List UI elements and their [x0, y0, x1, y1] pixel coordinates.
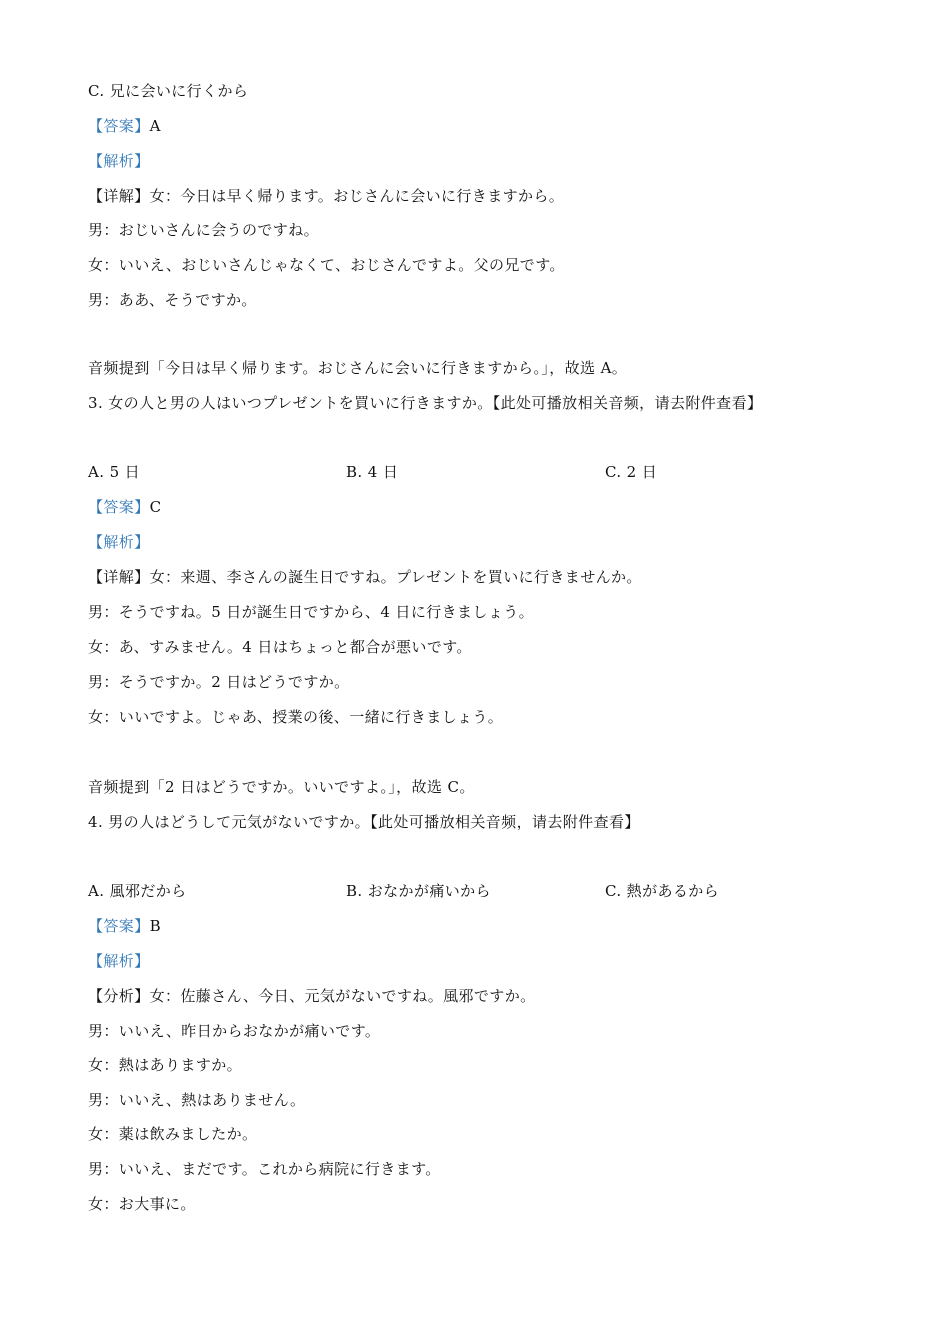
answer-value: B: [149, 917, 162, 935]
q3-conclusion: 音频提到「2 日はどうですか。いいですよ。」，故选 C。: [88, 778, 475, 796]
q3-detail-line: 男：そうですね。5 日が誕生日ですから、4 日に行きましょう。: [88, 603, 535, 621]
q3-detail-line: 女：いいですよ。じゃあ、授業の後、一緒に行きましょう。: [88, 708, 504, 726]
q4-detail-line: 男：いいえ、熱はありません。: [88, 1091, 306, 1109]
answer-tag: 【答案】: [88, 917, 150, 935]
answer-value: C: [149, 498, 162, 516]
answer-tag: 【答案】: [88, 498, 150, 516]
q3-detail-line: 女：あ、すみません。4 日はちょっと都合が悪いです。: [88, 638, 472, 656]
q2-detail-line: 【详解】女：今日は早く帰ります。おじさんに会いに行きますから。: [88, 187, 565, 205]
q4-question: 4. 男の人はどうして元気がないですか。【此处可播放相关音频，请去附件查看】: [88, 813, 640, 831]
q3-option-b: B. 4 日: [346, 463, 399, 481]
q2-detail-line: 女：いいえ、おじいさんじゃなくて、おじさんですよ。父の兄です。: [88, 256, 565, 274]
q2-detail-line: 男：ああ、そうですか。: [88, 291, 257, 309]
document-page: [88, 0, 868, 1344]
answer-value: A: [149, 117, 161, 135]
answer-tag: 【答案】: [88, 117, 150, 135]
q2-detail-line: 男：おじいさんに会うのですね。: [88, 221, 320, 239]
q4-option-c: C. 熱があるから: [605, 882, 720, 900]
q2-analysis-tag: 【解析】: [88, 152, 150, 170]
q2-conclusion: 音频提到「今日は早く帰ります。おじさんに会いに行きますから。」，故选 A。: [88, 359, 628, 377]
q3-option-a: A. 5 日: [88, 463, 141, 481]
q3-answer: [88, 497, 162, 517]
q4-detail-line: 男：いいえ、昨日からおなかが痛いです。: [88, 1022, 381, 1040]
q3-question: 3. 女の人と男の人はいつプレゼントを買いに行きますか。【此处可播放相关音频，请去附件查看】: [88, 394, 763, 412]
q4-detail-line: 男：いいえ、まだです。これから病院に行きます。: [88, 1160, 441, 1178]
q2-option-c: C. 兄に会いに行くから: [88, 82, 249, 100]
q4-detail-line: 【分析】女：佐藤さん、今日、元気がないですね。風邪ですか。: [88, 987, 536, 1005]
q2-answer: [88, 116, 161, 136]
q4-detail-line: 女：熱はありますか。: [88, 1056, 243, 1074]
q4-detail-line: 女：薬は飲みましたか。: [88, 1125, 258, 1143]
q3-detail-line: 【详解】女：来週、李さんの誕生日ですね。プレゼントを買いに行きませんか。: [88, 568, 642, 586]
q4-answer: [88, 916, 161, 936]
q4-analysis-tag: 【解析】: [88, 952, 150, 970]
q4-option-b: B. おなかが痛いから: [346, 882, 491, 900]
q3-option-c: C. 2 日: [605, 463, 658, 481]
q3-analysis-tag: 【解析】: [88, 533, 150, 551]
q4-option-a: A. 風邪だから: [88, 882, 187, 900]
q4-detail-line: 女：お大事に。: [88, 1195, 196, 1213]
q3-detail-line: 男：そうですか。2 日はどうですか。: [88, 673, 350, 691]
